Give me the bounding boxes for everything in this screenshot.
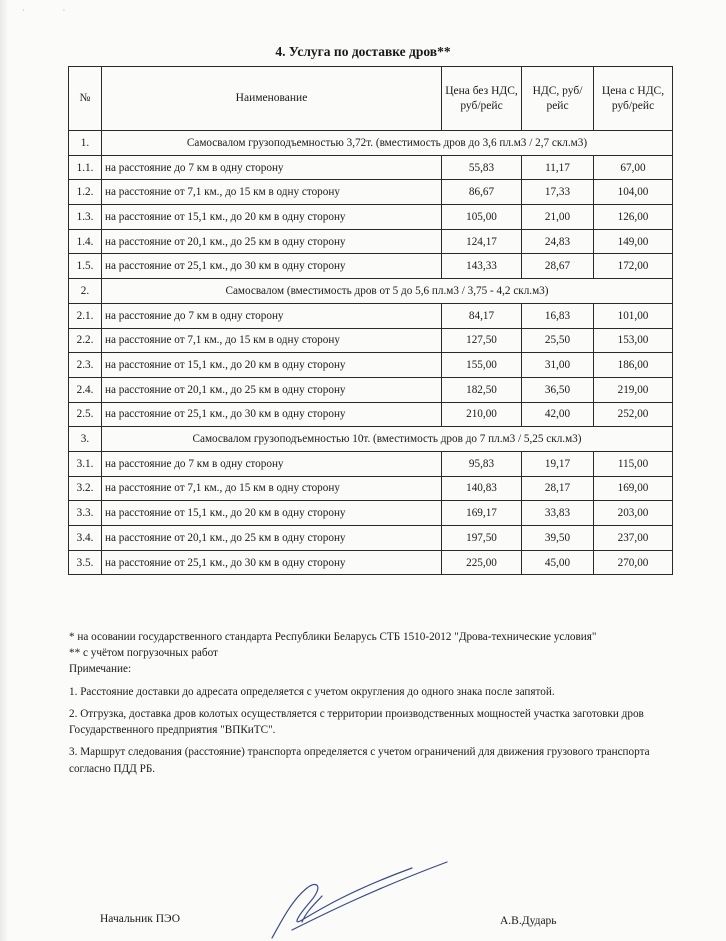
row-vat: 28,67	[522, 254, 594, 279]
row-vat: 16,83	[522, 303, 594, 328]
row-name: на расстояние от 20,1 км., до 25 км в одну сторону	[102, 526, 442, 551]
row-number: 2.3.	[69, 353, 102, 378]
row-vat: 28,17	[522, 476, 594, 501]
row-number: 1.2.	[69, 180, 102, 205]
row-total: 149,00	[594, 229, 673, 254]
header-price: Цена без НДС, руб/рейс	[442, 67, 522, 131]
row-number: 3.1.	[69, 451, 102, 476]
row-total: 67,00	[594, 155, 673, 180]
row-number: 3.5.	[69, 550, 102, 575]
table-row	[69, 328, 673, 353]
row-price: 127,50	[442, 328, 522, 353]
header-total: Цена с НДС, руб/рейс	[594, 67, 673, 131]
row-vat: 11,17	[522, 155, 594, 180]
row-name: на расстояние от 25,1 км., до 30 км в одну сторону	[102, 254, 442, 279]
row-price: 143,33	[442, 254, 522, 279]
notes-heading: Примечание:	[69, 663, 132, 676]
table-row	[69, 451, 673, 476]
table-row	[69, 526, 673, 551]
row-total: 126,00	[594, 205, 673, 230]
row-name: на расстояние от 7,1 км., до 15 км в одну сторону	[102, 476, 442, 501]
group-number: 2.	[69, 279, 102, 304]
note-item: 1. Расстояние доставки до адресата определяется с учетом округления до одного знака после запятой.	[69, 685, 555, 698]
row-price: 225,00	[442, 550, 522, 575]
row-price: 55,83	[442, 155, 522, 180]
row-price: 182,50	[442, 377, 522, 402]
row-total: 115,00	[594, 451, 673, 476]
row-vat: 39,50	[522, 526, 594, 551]
row-name: на расстояние до 7 км в одну сторону	[102, 451, 442, 476]
table-row	[69, 254, 673, 279]
table-row	[69, 550, 673, 575]
price-table	[68, 66, 673, 575]
row-total: 186,00	[594, 353, 673, 378]
row-price: 105,00	[442, 205, 522, 230]
table-body	[69, 131, 673, 575]
row-total: 237,00	[594, 526, 673, 551]
row-vat: 17,33	[522, 180, 594, 205]
row-number: 3.4.	[69, 526, 102, 551]
row-name: на расстояние от 20,1 км., до 25 км в одну сторону	[102, 377, 442, 402]
row-vat: 33,83	[522, 501, 594, 526]
group-title: Самосвалом (вместимость дров от 5 до 5,6 пл.м3 / 3,75 - 4,2 скл.м3)	[102, 279, 673, 304]
table-row	[69, 353, 673, 378]
row-price: 210,00	[442, 402, 522, 427]
signer-position: Начальник ПЭО	[100, 913, 181, 925]
row-price: 86,67	[442, 180, 522, 205]
row-name: на расстояние от 20,1 км., до 25 км в одну сторону	[102, 229, 442, 254]
row-number: 2.2.	[69, 328, 102, 353]
footnote-loading: ** с учётом погрузочных работ	[69, 647, 218, 660]
row-total: 270,00	[594, 550, 673, 575]
row-vat: 19,17	[522, 451, 594, 476]
row-number: 1.4.	[69, 229, 102, 254]
signature	[262, 860, 462, 941]
row-price: 169,17	[442, 501, 522, 526]
row-number: 1.3.	[69, 205, 102, 230]
row-name: на расстояние от 15,1 км., до 20 км в одну сторону	[102, 501, 442, 526]
row-vat: 45,00	[522, 550, 594, 575]
header-number: №	[69, 67, 102, 131]
group-number: 3.	[69, 427, 102, 452]
row-name: на расстояние до 7 км в одну сторону	[102, 155, 442, 180]
row-name: на расстояние от 7,1 км., до 15 км в одну сторону	[102, 328, 442, 353]
row-number: 2.4.	[69, 377, 102, 402]
group-title: Самосвалом грузоподъемностью 10т. (вместимость дров до 7 пл.м3 / 5,25 скл.м3)	[102, 427, 673, 452]
table-group-row	[69, 427, 673, 452]
table-row	[69, 303, 673, 328]
row-number: 3.2.	[69, 476, 102, 501]
row-vat: 21,00	[522, 205, 594, 230]
row-vat: 42,00	[522, 402, 594, 427]
row-total: 104,00	[594, 180, 673, 205]
row-name: на расстояние от 15,1 км., до 20 км в одну сторону	[102, 353, 442, 378]
table-row	[69, 180, 673, 205]
footnote-standard: * на осовании государственного стандарта Республики Беларусь СТБ 1510-2012 "Дрова-технические условия"	[69, 631, 597, 643]
row-total: 252,00	[594, 402, 673, 427]
row-price: 124,17	[442, 229, 522, 254]
table-group-row	[69, 279, 673, 304]
note-item: 3. Маршрут следования (расстояние) транспорта определяется с учетом ограничений для движения грузового транспорта согласно ПДД РБ.	[69, 746, 650, 775]
row-number: 2.5.	[69, 402, 102, 427]
table-row	[69, 229, 673, 254]
row-price: 197,50	[442, 526, 522, 551]
section-title: 4. Услуга по доставке дров**	[275, 44, 451, 59]
table-row	[69, 155, 673, 180]
header-name: Наименование	[102, 67, 442, 131]
row-price: 140,83	[442, 476, 522, 501]
table-header-row	[69, 67, 673, 131]
row-name: на расстояние от 25,1 км., до 30 км в одну сторону	[102, 550, 442, 575]
signer-name: А.В.Дударь	[500, 915, 557, 927]
row-name: на расстояние от 7,1 км., до 15 км в одну сторону	[102, 180, 442, 205]
notes-block	[69, 629, 669, 783]
table-row	[69, 377, 673, 402]
table-row	[69, 402, 673, 427]
row-price: 84,17	[442, 303, 522, 328]
table-row	[69, 501, 673, 526]
page-edge	[0, 0, 8, 941]
row-number: 2.1.	[69, 303, 102, 328]
row-price: 155,00	[442, 353, 522, 378]
note-item: 2. Отгрузка, доставка дров колотых осуществляется с территории производственных мощностей участка заготовки дров Государственного предприятия "ВПКиТС".	[69, 707, 644, 737]
row-number: 1.1.	[69, 155, 102, 180]
row-vat: 24,83	[522, 229, 594, 254]
row-name: на расстояние от 25,1 км., до 30 км в одну сторону	[102, 402, 442, 427]
row-number: 1.5.	[69, 254, 102, 279]
row-price: 95,83	[442, 451, 522, 476]
table-row	[69, 476, 673, 501]
row-total: 203,00	[594, 501, 673, 526]
row-vat: 25,50	[522, 328, 594, 353]
row-vat: 31,00	[522, 353, 594, 378]
table-group-row	[69, 131, 673, 156]
row-total: 219,00	[594, 377, 673, 402]
table-row	[69, 205, 673, 230]
row-total: 153,00	[594, 328, 673, 353]
row-total: 172,00	[594, 254, 673, 279]
scan-artifact: · ·	[22, 6, 84, 15]
row-total: 169,00	[594, 476, 673, 501]
header-vat: НДС, руб/рейс	[522, 67, 594, 131]
group-number: 1.	[69, 131, 102, 156]
row-number: 3.3.	[69, 501, 102, 526]
row-vat: 36,50	[522, 377, 594, 402]
group-title: Самосвалом грузоподъемностью 3,72т. (вместимость дров до 3,6 пл.м3 / 2,7 скл.м3)	[102, 131, 673, 156]
row-name: на расстояние до 7 км в одну сторону	[102, 303, 442, 328]
row-name: на расстояние от 15,1 км., до 20 км в одну сторону	[102, 205, 442, 230]
row-total: 101,00	[594, 303, 673, 328]
